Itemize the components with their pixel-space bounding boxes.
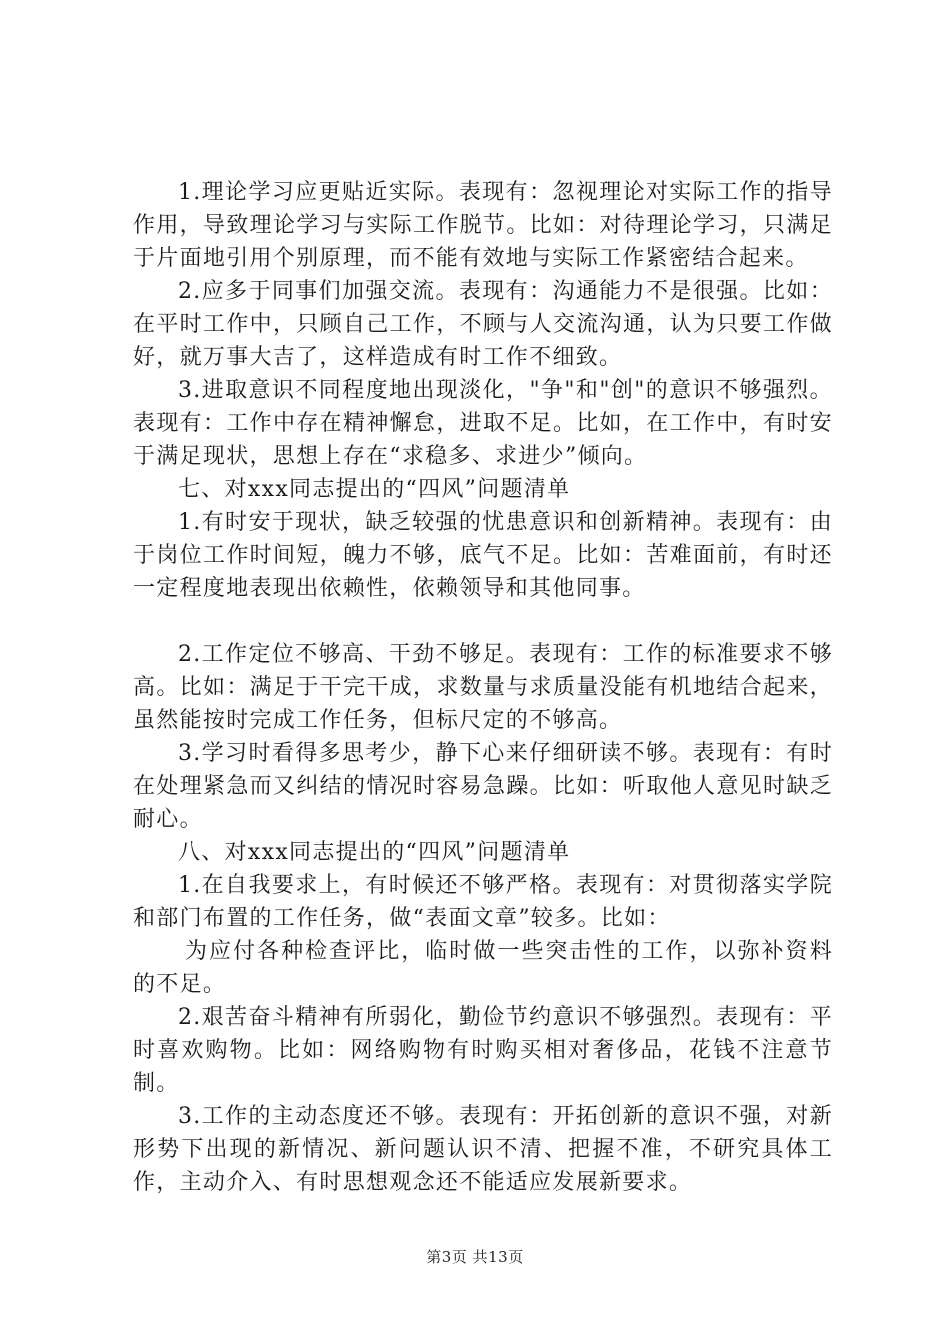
paragraph-1: 1.理论学习应更贴近实际。表现有：忽视理论对实际工作的指导作用，导致理论学习与实际工作脱节。比如：对待理论学习，只满足于片面地引用个别原理，而不能有效地与实际工作紧密结合起来。 [133, 180, 833, 271]
paragraph-2: 2.应多于同事们加强交流。表现有：沟通能力不是很强。比如：在平时工作中，只顾自己工作，不顾与人交流沟通，认为只要工作做好，就万事大吉了，这样造成有时工作不细致。 [133, 279, 833, 370]
paragraph-6: 3.学习时看得多思考少，静下心来仔细研读不够。表现有：有时在处理紧急而又纠结的情况时容易急躁。比如：听取他人意见时缺乏耐心。 [133, 741, 833, 832]
document-body [133, 176, 833, 1199]
paragraph-10: 3.工作的主动态度还不够。表现有：开拓创新的意识不强，对新形势下出现的新情况、新问题认识不清、把握不准，不研究具体工作，主动介入、有时思想观念还不能适应发展新要求。 [133, 1104, 833, 1195]
page-number-footer: 第3页 共13页 [426, 1248, 524, 1266]
paragraph-9: 2.艰苦奋斗精神有所弱化，勤俭节约意识不够强烈。表现有：平时喜欢购物。比如：网络购物有时购买相对奢侈品，花钱不注意节制。 [133, 1005, 833, 1096]
paragraph-5: 2.工作定位不够高、干劲不够足。表现有：工作的标准要求不够高。比如：满足于干完干成，求数量与求质量没能有机地结合起来，虽然能按时完成工作任务，但标尺定的不够高。 [133, 642, 833, 733]
section-heading-7: 七、对xxx同志提出的“四风”问题清单 [178, 477, 571, 502]
paragraph-3: 3.进取意识不同程度地出现淡化，"争"和"创"的意识不够强烈。表现有：工作中存在精神懈怠，进取不足。比如，在工作中，有时安于满足现状，思想上存在“求稳多、求进少”倾向。 [133, 378, 833, 469]
paragraph-4: 1.有时安于现状，缺乏较强的忧患意识和创新精神。表现有：由于岗位工作时间短，魄力不够，底气不足。比如：苦难面前，有时还一定程度地表现出依赖性，依赖领导和其他同事。 [133, 510, 833, 601]
paragraph-8: 为应付各种检查评比，临时做一些突击性的工作，以弥补资料的不足。 [133, 939, 833, 997]
section-heading-8: 八、对xxx同志提出的“四风”问题清单 [178, 840, 571, 865]
paragraph-7: 1.在自我要求上，有时候还不够严格。表现有：对贯彻落实学院和部门布置的工作任务，做“表面文章”较多。比如： [133, 873, 833, 931]
